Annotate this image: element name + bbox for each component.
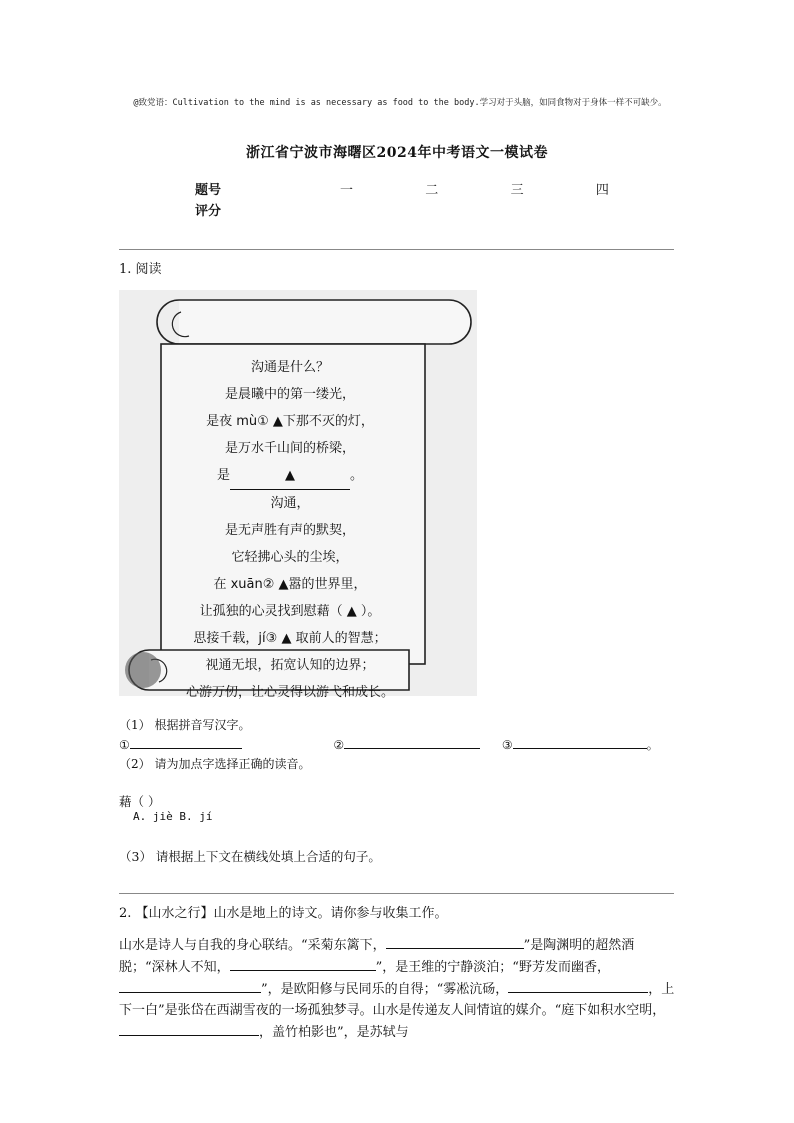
poem-line-9b: 嚣的世界里， (288, 577, 367, 592)
poem-text (170, 354, 410, 706)
poem-line-9a: 在 xuān② (213, 577, 275, 592)
header-motto: @致党语：Cultivation to the mind is as necessary as food to the body.学习对于头脑，如同食物对于身体一样不可缺少。 (133, 98, 667, 108)
poem-line-11b: 取前人的智慧； (295, 631, 387, 646)
score-col-3: 三 (510, 183, 524, 198)
q2-paragraph (119, 934, 675, 1043)
poem-line-10a: 让孤独的心灵找到慰藉（ (199, 604, 343, 619)
poem-line-5a: 是 (216, 468, 230, 483)
question-2-label: 2. 【山水之行】山水是地上的诗文。请你参与收集工作。 (119, 906, 448, 921)
poem-line-5 (170, 462, 410, 490)
q2-text-1: 山水是诗人与自我的身心联结。“采菊东篱下， (119, 938, 386, 953)
poem-line-9 (170, 571, 410, 598)
poem-line-10b: ）。 (360, 604, 381, 619)
poem-line-10 (170, 598, 410, 625)
q2-text-2: ”是陶渊明的超然酒脱；“深林人不知， (119, 938, 635, 975)
q2-blank-1[interactable] (386, 934, 524, 949)
blank-label-1: ① (119, 738, 130, 752)
q2-blank-5[interactable] (119, 1021, 259, 1036)
triangle-marker-5: ▲ (281, 631, 292, 646)
q2-blank-3[interactable] (119, 978, 261, 993)
divider-middle (119, 893, 674, 894)
poem-blank-line[interactable] (230, 462, 350, 490)
score-col-2: 二 (425, 183, 439, 198)
q2-text-6: ，盖竹柏影也”，是苏轼与 (259, 1025, 409, 1040)
score-table (195, 178, 645, 220)
answer-blank-2[interactable] (344, 736, 480, 749)
poem-line-5b: 。 (350, 468, 364, 483)
q1-ji-label: 藉（ ） (119, 794, 161, 809)
q1-sub2: （2） 请为加点字选择正确的读音。 (119, 757, 311, 771)
divider-top (119, 249, 674, 250)
poem-line-2: 是晨曦中的第一缕光， (224, 387, 355, 402)
poem-line-4: 是万水千山间的桥梁， (224, 441, 355, 456)
score-row-number (195, 178, 645, 199)
poem-line-3b: 下那不灭的灯， (282, 414, 374, 429)
q2-text-4: ”，是欧阳修与民同乐的自得；“雾凇沆砀， (261, 982, 509, 997)
poem-line-6: 沟通， (270, 496, 310, 511)
poem-line-13: 心游万仞，让心灵得以游弋和成长。 (185, 685, 394, 700)
q2-blank-4[interactable] (508, 978, 648, 993)
score-row-label: 评分 (195, 204, 222, 219)
poem-line-11 (170, 625, 410, 652)
answer-blank-3[interactable] (513, 736, 647, 749)
poem-line-7: 是无声胜有声的默契， (224, 523, 355, 538)
score-header-label: 题号 (195, 183, 222, 198)
poem-line-8: 它轻拂心头的尘埃， (231, 550, 349, 565)
q2-text-5: ，上下一白”是张岱在西湖雪夜的一场孤独梦寻。山水是传递友人间情谊的媒介。“庭下如积水空明， (119, 982, 675, 1018)
q2-text-3: ”，是王维的宁静淡泊；“野芳发而幽香， (375, 960, 610, 975)
poem-line-3a: 是夜 mù① (206, 414, 269, 429)
answer-blank-1[interactable] (130, 736, 242, 749)
question-1-label: 1. 阅读 (119, 262, 162, 277)
blank-end-period: 。 (646, 738, 659, 752)
q2-blank-2[interactable] (230, 956, 376, 971)
poem-line-11a: 思接千载，jí③ (193, 631, 278, 646)
q1-sub1: （1） 根据拼音写汉字。 (119, 718, 251, 732)
q1-options[interactable]: A. jiè B. jí (133, 810, 213, 823)
triangle-marker-2: ▲ (285, 468, 295, 483)
triangle-marker-3: ▲ (278, 577, 289, 592)
poem-line-12: 视通无垠，拓宽认知的边界； (205, 658, 375, 673)
exam-title: 浙江省宁波市海曙区2024年中考语文一模试卷 (246, 145, 548, 161)
triangle-marker-4: ▲ (346, 604, 357, 619)
score-col-1: 一 (340, 183, 354, 198)
poem-line-3 (170, 408, 410, 435)
score-col-4: 四 (595, 183, 609, 198)
triangle-marker-1: ▲ (272, 414, 283, 429)
q1-blanks-row (119, 736, 659, 753)
score-row-score (195, 199, 645, 220)
blank-label-2: ② (333, 738, 345, 752)
q1-sub3: （3） 请根据上下文在横线处填上合适的句子。 (119, 849, 381, 864)
blank-label-3: ③ (501, 738, 513, 752)
poem-line-1: 沟通是什么？ (250, 360, 329, 375)
